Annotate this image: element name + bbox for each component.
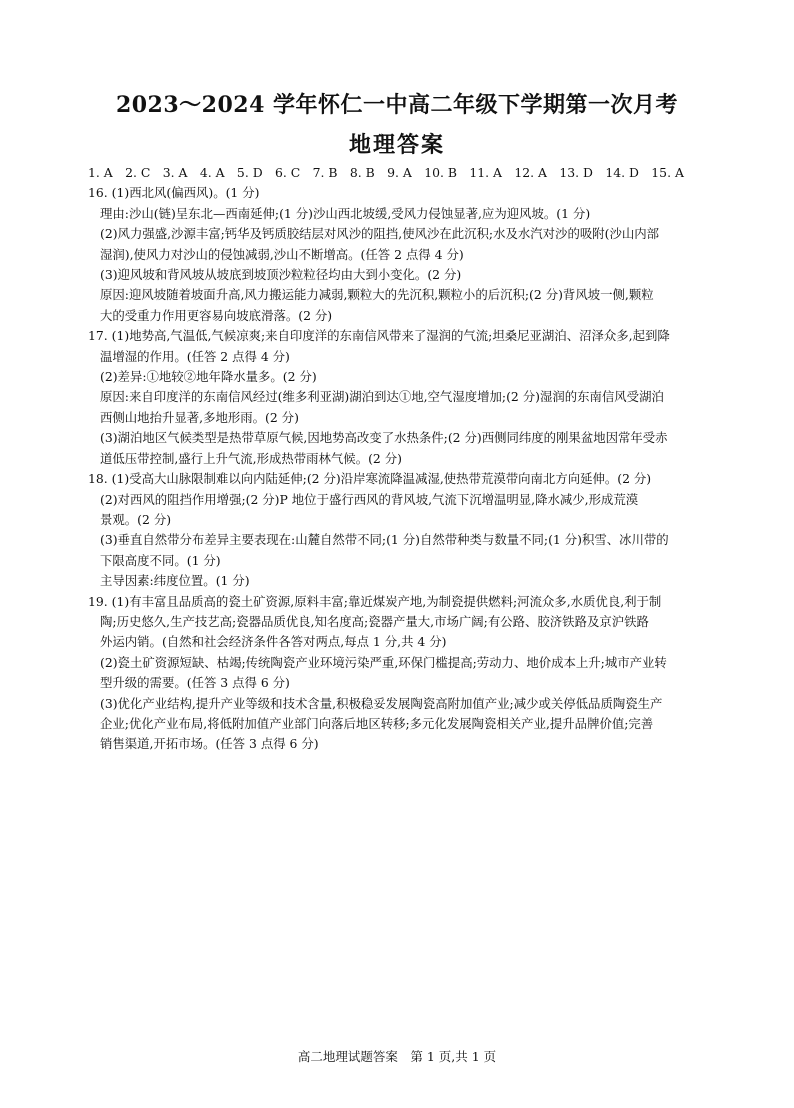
document-subtitle: 地理答案 — [348, 132, 445, 158]
answer-line: (3)垂直自然带分布差异主要表现在:山麓自然带不同;(1 分)自然带种类与数量不同;(1 分)积雪、冰川带的 — [100, 532, 669, 548]
answer-line: (3)优化产业结构,提升产业等级和技术含量,积极稳妥发展陶瓷高附加值产业;减少或关停低品质陶瓷生产 — [100, 695, 663, 711]
answer-line: 下限高度不同。(1 分) — [100, 552, 221, 568]
answer-line: 理由:沙山(链)呈东北—西南延伸;(1 分)沙山西北坡缓,受风力侵蚀显著,应为迎风坡。(1 分) — [100, 205, 591, 221]
answer-line: 主导因素:纬度位置。(1 分) — [100, 573, 250, 589]
answer-line: 企业;优化产业布局,将低附加值产业部门向落后地区转移;多元化发展陶瓷相关产业,提升品牌价值;完善 — [100, 715, 654, 731]
answer-line: 温增湿的作用。(任答 2 点得 4 分) — [100, 348, 290, 364]
answer-line: 销售渠道,开拓市场。(任答 3 点得 6 分) — [100, 736, 319, 752]
answer-line: 原因:迎风坡随着坡面升高,风力搬运能力减弱,颗粒大的先沉积,颗粒小的后沉积;(2 分)背风坡一侧,颗粒 — [100, 287, 654, 303]
answer-body — [88, 163, 713, 755]
answer-line: 18. (1)受高大山脉限制难以向内陆延伸;(2 分)沿岸寒流降温减湿,使热带荒漠带向南北方向延伸。(2 分) — [88, 471, 652, 487]
answer-line: 16. (1)西北风(偏西风)。(1 分) — [88, 185, 260, 201]
answer-line: 西侧山地抬升显著,多地形雨。(2 分) — [100, 409, 299, 425]
answer-line: 湿润),使风力对沙山的侵蚀减弱,沙山不断增高。(任答 2 点得 4 分) — [100, 246, 464, 262]
answer-line: (3)迎风坡和背风坡从坡底到坡顶沙粒粒径均由大到小变化。(2 分) — [100, 267, 462, 283]
answer-line: 原因:来自印度洋的东南信风经过(维多利亚湖)湖泊到达①地,空气湿度增加;(2 分)湿润的东南信风受湖泊 — [100, 389, 664, 405]
answer-line: 大的受重力作用更容易向坡底滑落。(2 分) — [100, 307, 333, 323]
answer-line: 型升级的需要。(任答 3 点得 6 分) — [100, 675, 290, 691]
answer-line: (3)湖泊地区气候类型是热带草原气候,因地势高改变了水热条件;(2 分)西侧同纬度的刚果盆地因常年受赤 — [100, 430, 668, 446]
document-title: 2023～2024 学年怀仁一中高二年级下学期第一次月考 — [115, 92, 679, 118]
answer-line: (2)差异:①地较②地年降水量多。(2 分) — [100, 369, 317, 385]
answer-line: 陶;历史悠久,生产技艺高;瓷器品质优良,知名度高;瓷器产量大,市场广阔;有公路、胶济铁路及京沪铁路 — [100, 613, 649, 629]
answer-line: 景观。(2 分) — [100, 511, 172, 527]
answer-line: (2)对西风的阻挡作用增强;(2 分)P 地位于盛行西风的背风坡,气流下沉增温明显,降水减少,形成荒漠 — [100, 491, 639, 507]
answer-line: 道低压带控制,盛行上升气流,形成热带雨林气候。(2 分) — [100, 450, 402, 466]
page-footer: 高二地理试题答案 第 1 页,共 1 页 — [297, 1049, 497, 1064]
answer-line: 17. (1)地势高,气温低,气候凉爽;来自印度洋的东南信风带来了湿润的气流;坦桑尼亚湖泊、沼泽众多,起到降 — [88, 328, 670, 344]
answer-line: 1. A 2. C 3. A 4. A 5. D 6. C 7. B 8. B 9. A 10. B 11. A 12. A 13. D 14. D 15. A — [88, 165, 684, 180]
answer-line: (2)风力强盛,沙源丰富;钙华及钙质胶结层对风沙的阻挡,使风沙在此沉积;水及水汽对沙的吸附(沙山内部 — [100, 226, 660, 242]
answer-line: 19. (1)有丰富且品质高的瓷土矿资源,原料丰富;靠近煤炭产地,为制瓷提供燃料;河流众多,水质优良,利于制 — [88, 593, 662, 609]
answer-line: (2)瓷土矿资源短缺、枯竭;传统陶瓷产业环境污染严重,环保门槛提高;劳动力、地价成本上升;城市产业转 — [100, 654, 667, 670]
answer-line: 外运内销。(自然和社会经济条件各答对两点,每点 1 分,共 4 分) — [100, 634, 447, 650]
